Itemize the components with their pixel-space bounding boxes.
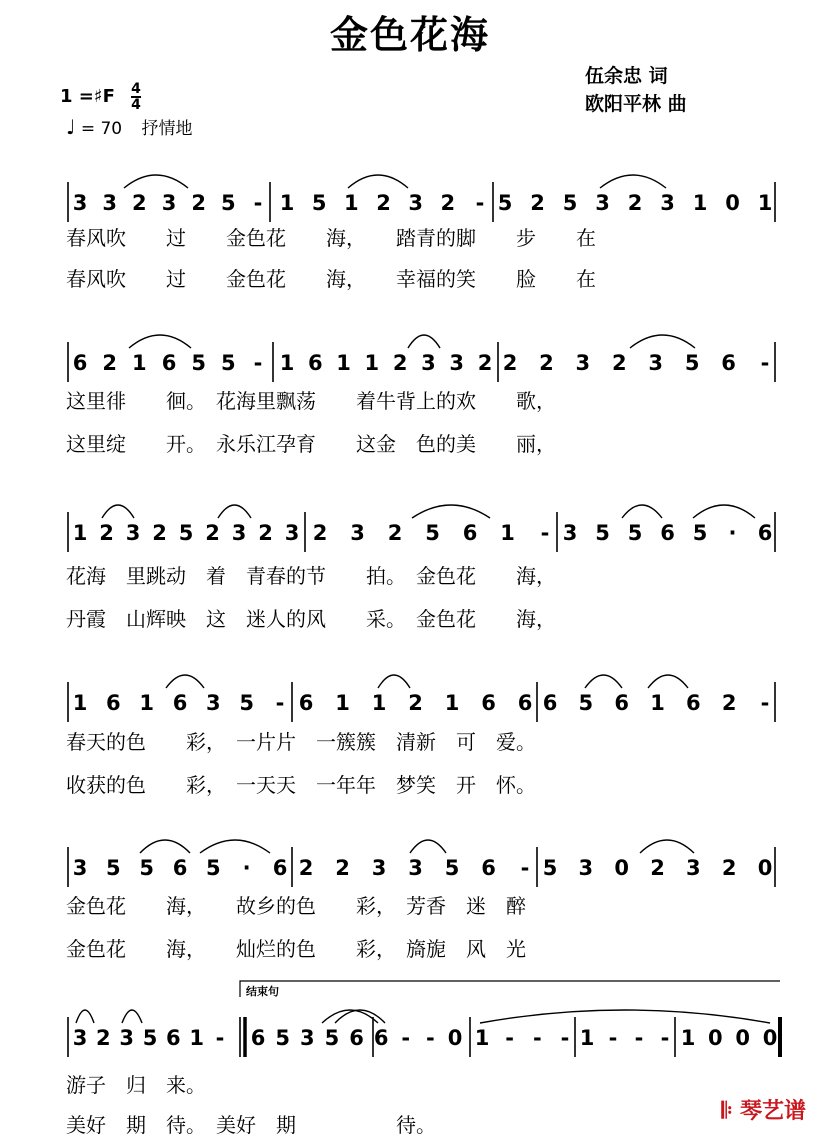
note: 2 <box>477 351 493 375</box>
song-title: 金色花海 <box>329 13 490 57</box>
slur <box>585 675 622 688</box>
note: 2 <box>627 191 643 215</box>
note: 3 <box>72 856 88 880</box>
note: - <box>560 1026 570 1050</box>
note: 6 <box>686 691 701 715</box>
note: 1 <box>579 1026 595 1050</box>
note: 3 <box>595 191 610 215</box>
note: 0 <box>762 1026 778 1050</box>
note: 5 <box>578 691 594 715</box>
tempo-mood: 抒情地 <box>141 119 193 139</box>
slur <box>129 335 191 348</box>
lyric-verse-1: 春天的色 彩， 一片片 一簇簇 清新 可 爱。 <box>66 730 536 754</box>
note: 1 <box>500 521 515 545</box>
note: - <box>253 351 263 375</box>
slur <box>140 840 190 853</box>
note: 1 <box>336 351 351 375</box>
note: 6 <box>172 856 188 880</box>
tempo-marking <box>66 114 193 139</box>
note: 1 <box>474 1026 490 1050</box>
note: 3 <box>350 521 365 545</box>
note: 5 <box>562 191 578 215</box>
note: 3 <box>299 1026 315 1050</box>
composer: 欧阳平林 曲 <box>585 93 687 115</box>
note: 5 <box>221 351 236 375</box>
note: 1 <box>650 691 665 715</box>
note: 3 <box>119 1026 134 1050</box>
note: 2 <box>99 521 114 545</box>
note: 2 <box>392 351 408 375</box>
note: 6 <box>721 351 736 375</box>
note: 2 <box>132 191 147 215</box>
note: 5 <box>191 351 206 375</box>
note: 3 <box>686 856 701 880</box>
lyric-verse-1: 春风吹 过 金色花 海， 踏青的脚 步 在 <box>66 226 596 250</box>
watermark-logo <box>722 1094 806 1125</box>
note: 5 <box>425 521 440 545</box>
lyric-verse-2: 金色花 海， 灿烂的色 彩， 旖旎 风 光 <box>66 937 526 961</box>
note: 1 <box>139 691 154 715</box>
note: 6 <box>166 1026 181 1050</box>
note: 2 <box>440 191 456 215</box>
note: 1 <box>692 191 708 215</box>
note: 2 <box>152 521 167 545</box>
note: 2 <box>721 856 737 880</box>
note: 6 <box>517 691 533 715</box>
lyric-verse-2: 春风吹 过 金色花 海， 幸福的笑 脸 在 <box>66 267 596 291</box>
slur <box>124 175 188 188</box>
note: 5 <box>178 521 194 545</box>
note: 3 <box>72 191 88 215</box>
note: 2 <box>298 856 314 880</box>
note: 3 <box>578 856 594 880</box>
note: - <box>505 1026 515 1050</box>
music-line-6 <box>0 985 820 1075</box>
note: - <box>275 691 285 715</box>
note: 6 <box>757 521 773 545</box>
note: 6 <box>298 691 314 715</box>
note: 3 <box>371 856 387 880</box>
note: 3 <box>421 351 436 375</box>
time-bottom: 4 <box>131 97 141 113</box>
key-label: 1 =♯F <box>60 86 115 107</box>
note: 1 <box>72 521 88 545</box>
note: 2 <box>502 351 518 375</box>
note: 5 <box>627 521 643 545</box>
lyric-verse-1: 这里徘 徊。 花海里飘荡 着牛背上的欢 歌， <box>66 389 556 413</box>
note: 3 <box>206 691 221 715</box>
slur <box>640 840 694 853</box>
slur <box>348 175 408 188</box>
slur <box>122 1010 142 1023</box>
note: 0 <box>447 1026 463 1050</box>
note: 3 <box>72 1026 88 1050</box>
slur <box>378 675 410 688</box>
note: 5 <box>206 856 221 880</box>
note: 5 <box>542 856 558 880</box>
note: - <box>520 856 530 880</box>
note: 2 <box>96 1026 111 1050</box>
note: 6 <box>542 691 558 715</box>
note: - <box>532 1026 542 1050</box>
note: 3 <box>408 856 423 880</box>
watermark-text: 琴艺谱 <box>739 1099 806 1124</box>
note: 5 <box>311 191 327 215</box>
note: 3 <box>562 521 578 545</box>
note: 5 <box>497 191 513 215</box>
note: 5 <box>692 521 708 545</box>
note: - <box>540 521 550 545</box>
lyric-verse-1: 游子 归 来。 <box>66 1073 206 1097</box>
note: 1 <box>72 691 88 715</box>
key-signature <box>60 82 141 112</box>
note: 6 <box>481 691 496 715</box>
note: 5 <box>139 856 154 880</box>
note: 2 <box>312 521 328 545</box>
slur <box>693 505 755 518</box>
note: 6 <box>172 691 188 715</box>
note: 6 <box>250 1026 266 1050</box>
note: 0 <box>614 856 629 880</box>
lyric-verse-2: 丹霞 山辉映 这 迷人的风 采。 金色花 海， <box>66 607 556 631</box>
note: 3 <box>284 521 300 545</box>
note: 2 <box>530 191 545 215</box>
note: 6 <box>614 691 629 715</box>
note: 2 <box>258 521 273 545</box>
note: 3 <box>231 521 247 545</box>
note: 1 <box>132 351 147 375</box>
slur <box>218 505 251 518</box>
note: 0 <box>735 1026 750 1050</box>
note: 0 <box>725 191 740 215</box>
time-top: 4 <box>131 81 141 97</box>
note: 1 <box>335 691 350 715</box>
slur <box>412 505 490 518</box>
note: - <box>760 351 770 375</box>
note: 2 <box>191 191 206 215</box>
note: 3 <box>161 191 177 215</box>
note: 0 <box>708 1026 723 1050</box>
lyric-verse-2: 美好 期 待。 美好 期 待。 <box>66 1113 436 1137</box>
note: 2 <box>539 351 554 375</box>
note: 5 <box>444 856 460 880</box>
note: 6 <box>72 351 88 375</box>
note: 5 <box>142 1026 158 1050</box>
note: 6 <box>349 1026 364 1050</box>
note: 0 <box>757 856 773 880</box>
note: 2 <box>335 856 350 880</box>
slur <box>630 335 695 348</box>
slur <box>102 505 134 518</box>
note: 5 <box>221 191 236 215</box>
note: 2 <box>102 351 117 375</box>
note: 5 <box>684 351 700 375</box>
note: 3 <box>648 351 664 375</box>
note: 3 <box>575 351 591 375</box>
note: 2 <box>650 856 665 880</box>
slur <box>166 675 204 688</box>
ending-label: 结束句 <box>246 985 279 998</box>
note: 2 <box>387 521 403 545</box>
note: - <box>401 1026 411 1050</box>
lyric-verse-1: 花海 里跳动 着 青春的节 拍。 金色花 海， <box>66 564 556 588</box>
note: 6 <box>106 691 121 715</box>
note: - <box>215 1026 225 1050</box>
ending-bracket <box>240 981 780 997</box>
note: - <box>253 191 263 215</box>
note: 1 <box>279 351 295 375</box>
time-signature <box>131 82 141 112</box>
note: 5 <box>239 691 254 715</box>
lyric-verse-2: 收获的色 彩， 一天天 一年年 梦笑 开 怀。 <box>66 773 536 797</box>
slur <box>76 1010 94 1023</box>
lyric-verse-1: 金色花 海， 故乡的色 彩， 芳香 迷 醉 <box>66 894 526 918</box>
note: - <box>634 1026 644 1050</box>
note: 3 <box>408 191 423 215</box>
tempo-value: = 70 <box>80 119 123 139</box>
note: 1 <box>344 191 359 215</box>
note: - <box>760 691 770 715</box>
slur <box>480 1010 770 1023</box>
note: 3 <box>102 191 117 215</box>
note: 3 <box>125 521 141 545</box>
note: 5 <box>324 1026 340 1050</box>
slur <box>200 840 270 853</box>
logo-icon: 𝄆 <box>721 1099 733 1124</box>
note: 1 <box>279 191 295 215</box>
note: 1 <box>680 1026 696 1050</box>
credits <box>585 62 687 118</box>
note: 1 <box>364 351 380 375</box>
note: - <box>660 1026 670 1050</box>
quarter-note-icon: ♩ <box>66 115 76 139</box>
lyricist: 伍余忠 词 <box>585 65 668 87</box>
note: 6 <box>161 351 177 375</box>
note: 6 <box>373 1026 389 1050</box>
note: 5 <box>106 856 121 880</box>
note: 3 <box>449 351 465 375</box>
note: 6 <box>660 521 675 545</box>
slur <box>622 505 662 518</box>
slur <box>410 840 446 853</box>
note: 6 <box>272 856 288 880</box>
note: 2 <box>376 191 391 215</box>
note: - <box>426 1026 435 1050</box>
lyric-verse-2: 这里绽 开。 永乐江孕育 这金 色的美 丽， <box>66 432 556 456</box>
slur <box>648 675 688 688</box>
note: 2 <box>408 691 423 715</box>
slur <box>600 175 666 188</box>
note: · <box>242 856 251 880</box>
note: · <box>728 521 737 545</box>
note: - <box>608 1026 618 1050</box>
note: 1 <box>371 691 387 715</box>
slur <box>408 335 440 348</box>
note: 6 <box>462 521 478 545</box>
note: 2 <box>611 351 627 375</box>
note: 1 <box>189 1026 204 1050</box>
note: 6 <box>481 856 496 880</box>
note: 2 <box>721 691 737 715</box>
note: - <box>475 191 485 215</box>
note: 1 <box>757 191 773 215</box>
note: 5 <box>595 521 610 545</box>
note: 6 <box>307 351 323 375</box>
note: 5 <box>275 1026 290 1050</box>
note: 1 <box>444 691 460 715</box>
note: 2 <box>205 521 220 545</box>
note: 3 <box>660 191 675 215</box>
